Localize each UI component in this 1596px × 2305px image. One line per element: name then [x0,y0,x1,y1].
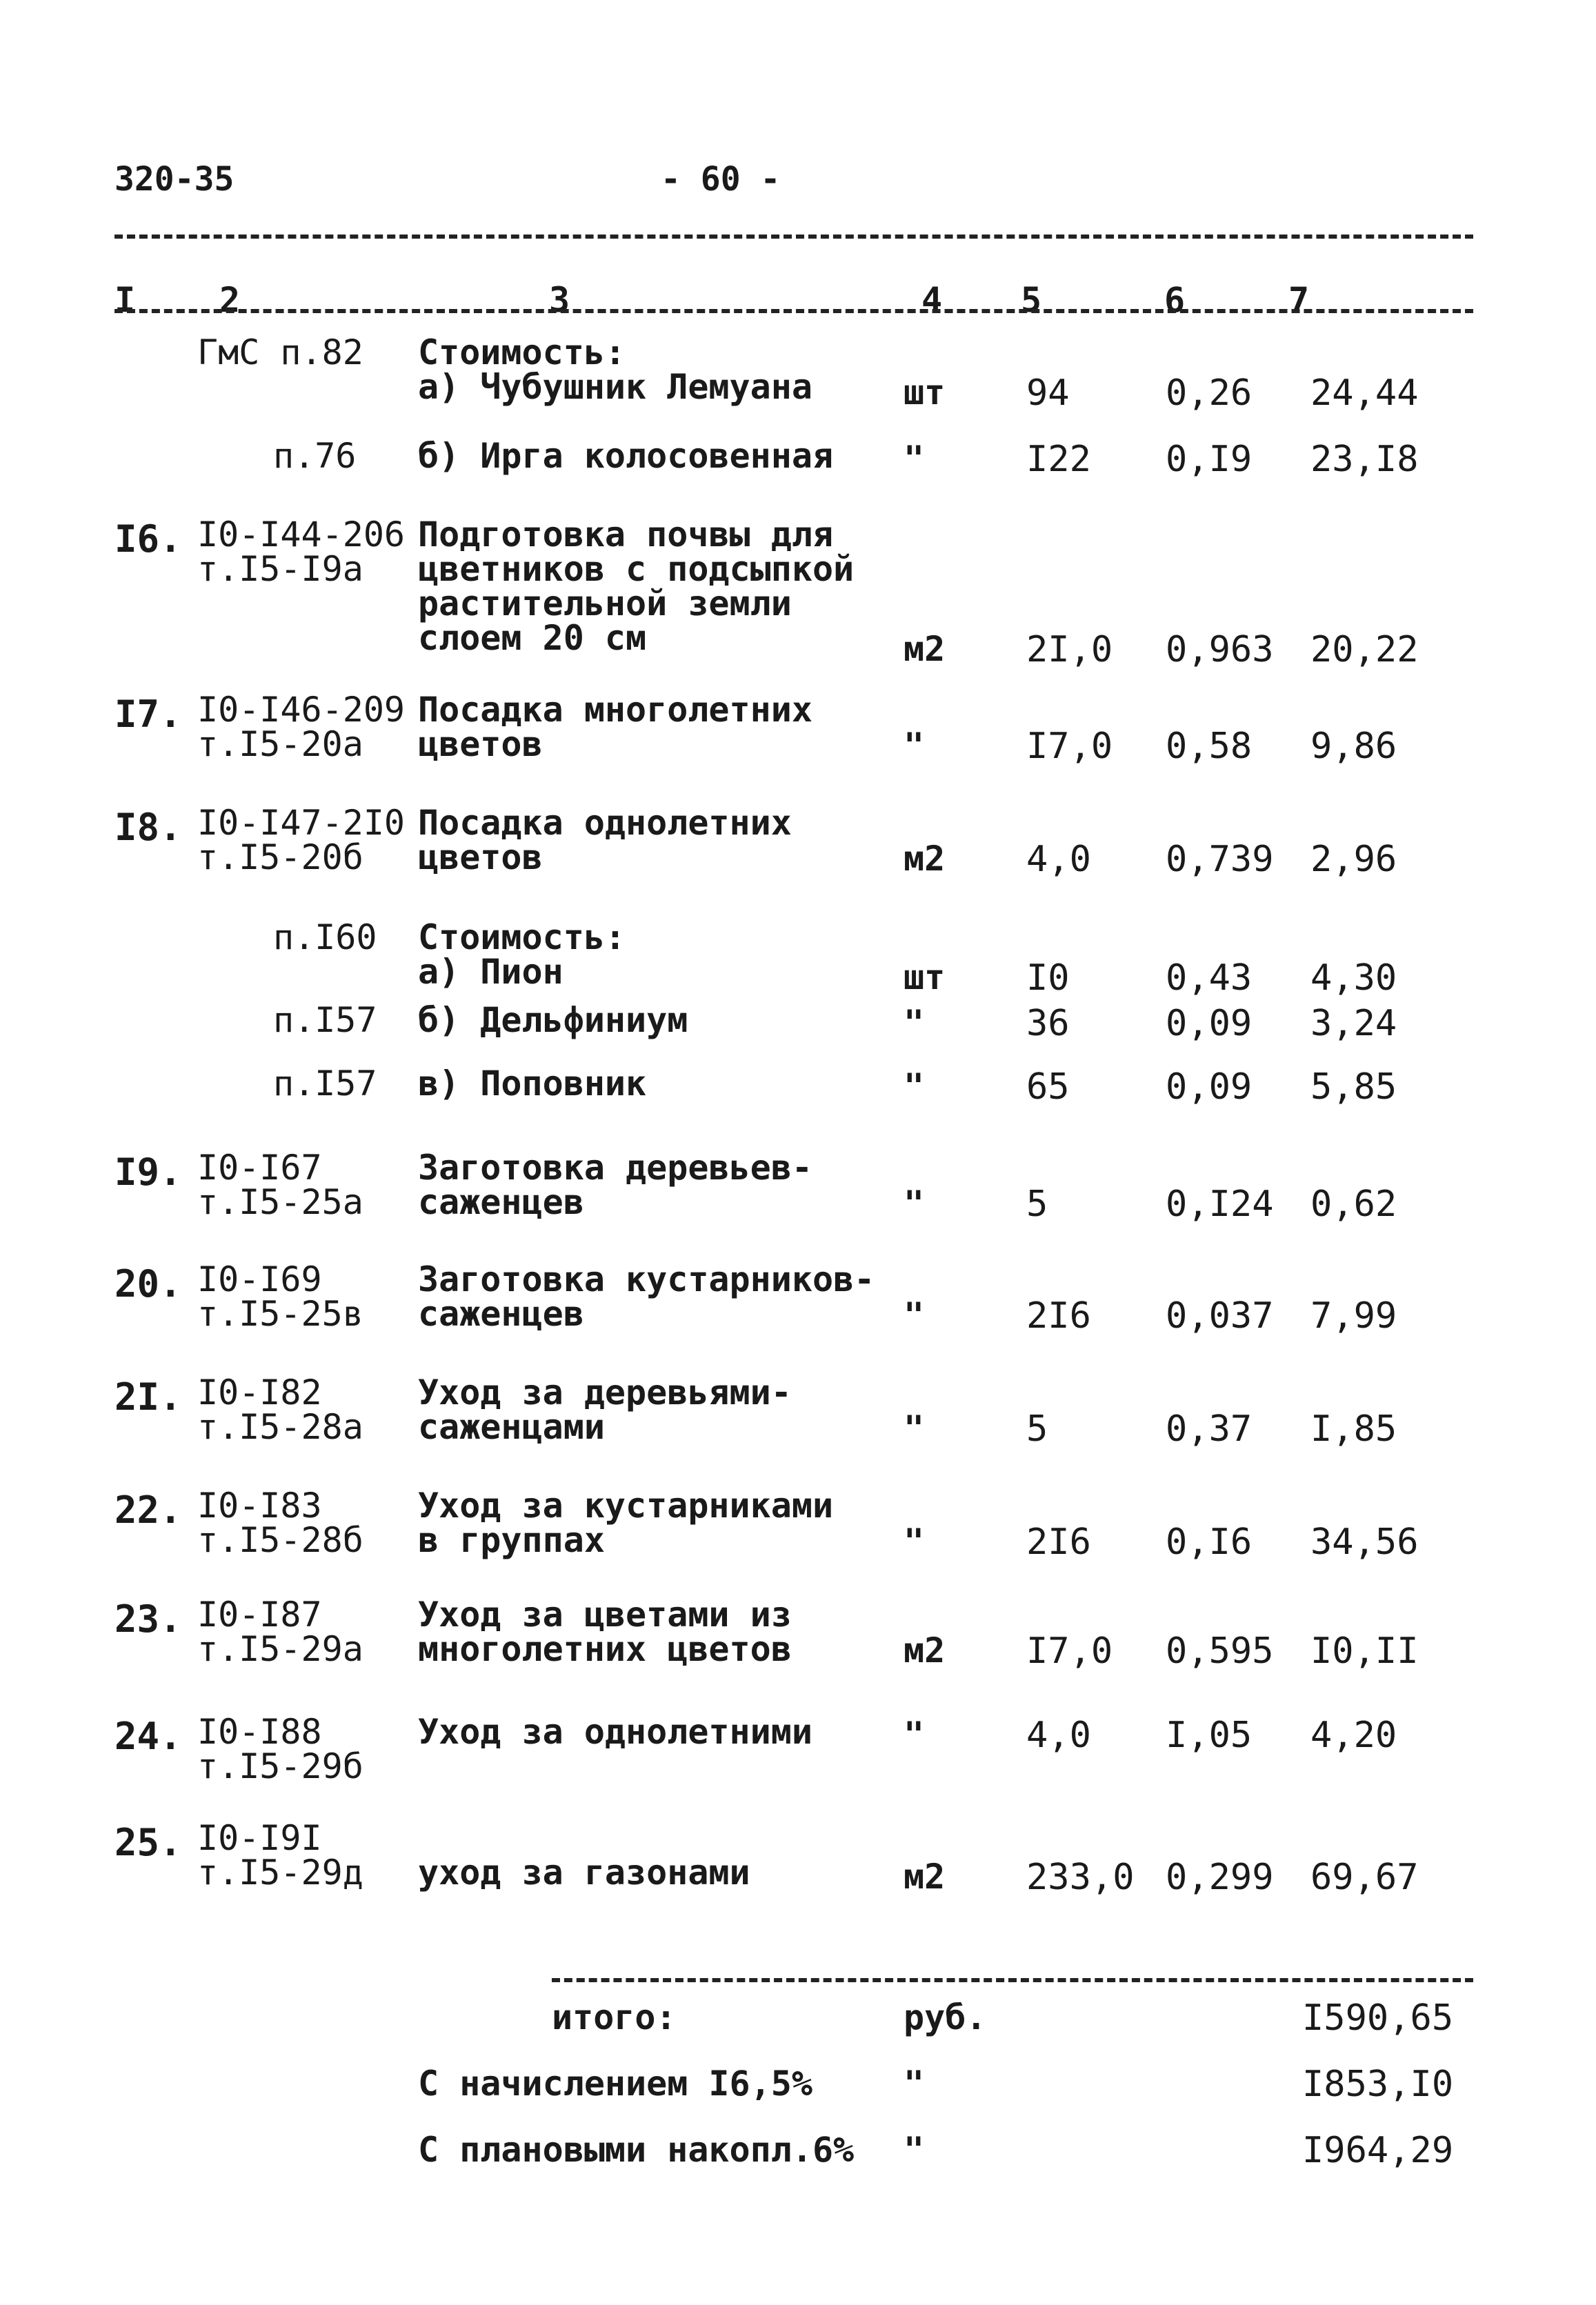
row-quantity: 65 [1026,1066,1070,1108]
description-line: уход за газонами [418,1853,750,1893]
row-total: 4,30 [1310,957,1397,999]
row-description [418,436,834,476]
row-description [418,515,855,658]
code-line: I0-I9I [197,1818,322,1858]
code-line: I0-I88 [197,1712,322,1752]
row-description [418,1486,834,1560]
column-number: 5 [1021,280,1042,320]
description-line: Стоимость: [418,332,626,372]
row-description [418,803,792,877]
document-code: 320-35 [114,160,235,199]
column-divider [114,309,1473,313]
row-unit: " [904,1003,925,1043]
row-unit: шт [904,957,946,997]
description-line: а) Чубушник Лемуана [418,367,812,407]
row-code [273,917,377,957]
row-total: 0,62 [1310,1184,1397,1225]
row-code [197,1373,363,1447]
column-number: 3 [549,280,570,320]
row-quantity: I7,0 [1026,1630,1113,1672]
row-description [418,690,812,764]
row-unit-price: 0,595 [1166,1630,1274,1672]
row-code [197,1712,363,1786]
description-line: Уход за однолетними [418,1712,812,1752]
description-line: цветов [418,724,543,764]
description-line: Уход за цветами из [418,1595,792,1635]
description-line: Стоимость: [418,917,626,957]
row-quantity: 233,0 [1026,1857,1135,1898]
row-quantity: 2I6 [1026,1295,1091,1337]
row-total: 3,24 [1310,1003,1397,1044]
row-number: I8. [114,806,182,849]
description-line: б) Дельфиниум [418,1000,688,1040]
summary-value: I590,65 [1302,1997,1454,2039]
summary-unit: руб. [904,1997,987,2037]
row-unit-price: 0,037 [1166,1295,1274,1337]
code-line: т.I5-25а [197,1182,363,1222]
row-number: I7. [114,692,182,736]
column-number: I [114,280,136,320]
code-line: п.I57 [273,1000,377,1040]
description-line [418,1821,750,1855]
column-number: 2 [219,280,241,320]
row-unit: " [904,1408,925,1448]
code-line: I0-I47-2I0 [197,803,406,843]
row-unit: " [904,1066,925,1106]
code-line: т.I5-25в [197,1294,363,1334]
code-line: I0-I69 [197,1259,322,1299]
row-number: I9. [114,1150,182,1194]
summary-unit: " [904,2064,925,2104]
row-code [197,690,406,764]
row-code [273,436,357,476]
description-line: Посадка однолетних [418,803,792,843]
row-description [418,1712,812,1752]
row-quantity: 4,0 [1026,1715,1091,1756]
description-line: а) Пион [418,952,563,992]
code-line: п.I60 [273,917,377,957]
description-line: цветов [418,837,543,877]
row-total: 9,86 [1310,726,1397,767]
row-quantity: 2I6 [1026,1521,1091,1563]
row-code [197,1259,363,1334]
code-line: I0-I67 [197,1148,322,1188]
row-total: 2,96 [1310,839,1397,880]
row-number: 25. [114,1821,182,1864]
code-line: т.I5-28а [197,1407,363,1447]
column-number: 6 [1164,280,1186,320]
row-quantity: 5 [1026,1408,1048,1450]
row-quantity: I7,0 [1026,726,1113,767]
description-line: Уход за деревьями- [418,1373,792,1413]
row-total: 4,20 [1310,1715,1397,1756]
row-quantity: I0 [1026,957,1070,999]
row-quantity: 5 [1026,1184,1048,1225]
row-description [418,1148,812,1222]
row-unit: шт [904,372,946,412]
row-unit: м2 [904,1630,946,1670]
row-unit-price: 0,26 [1166,372,1253,414]
row-total: 24,44 [1310,372,1419,414]
row-total: 23,I8 [1310,439,1419,480]
row-description [418,1259,875,1334]
row-quantity: 2I,0 [1026,629,1113,670]
summary-label: С начислением I6,5% [418,2064,812,2104]
code-line: I0-I82 [197,1373,322,1413]
row-number: 2I. [114,1375,182,1419]
code-line: I0-I83 [197,1486,322,1526]
row-total: 7,99 [1310,1295,1397,1337]
summary-value: I964,29 [1302,2130,1454,2171]
row-unit-price: 0,963 [1166,629,1274,670]
description-line: б) Ирга колосовенная [418,436,834,476]
row-unit: м2 [904,629,946,669]
row-unit: " [904,1295,925,1335]
row-code [197,803,406,877]
description-line: многолетних цветов [418,1629,792,1669]
description-line: в) Поповник [418,1064,647,1104]
row-code [197,1595,363,1669]
row-description [418,1373,792,1447]
description-line: Подготовка почвы для [418,515,834,555]
code-line: т.I5-29а [197,1629,363,1669]
description-line: Заготовка деревьев- [418,1148,812,1188]
row-unit: " [904,1715,925,1755]
row-unit: м2 [904,1857,946,1897]
row-quantity: 94 [1026,372,1070,414]
row-unit: " [904,439,925,479]
code-line: ГмС п.82 [197,332,363,372]
description-line: Заготовка кустарников- [418,1259,875,1299]
row-unit-price: 0,09 [1166,1066,1253,1108]
summary-unit: " [904,2130,925,2170]
row-unit-price: 0,43 [1166,957,1253,999]
row-code [197,515,406,589]
row-total: I,85 [1310,1408,1397,1450]
row-unit: " [904,1521,925,1561]
row-number: 24. [114,1715,182,1758]
row-unit-price: 0,299 [1166,1857,1274,1898]
row-unit: " [904,1184,925,1224]
row-code [197,332,363,372]
row-description [418,332,812,407]
row-number: 22. [114,1488,182,1532]
row-number: I6. [114,517,182,561]
row-quantity: 36 [1026,1003,1070,1044]
code-line: п.I57 [273,1064,377,1104]
summary-label: итого: [552,1997,677,2037]
code-line: т.I5-29б [197,1746,363,1786]
row-total: 69,67 [1310,1857,1419,1898]
code-line: т.I5-29д [197,1853,363,1893]
row-number: 23. [114,1597,182,1641]
row-unit: м2 [904,839,946,879]
row-unit-price: 0,37 [1166,1408,1253,1450]
summary-divider [552,1978,1473,1982]
code-line: I0-I46-209 [197,690,406,730]
code-line: I0-I44-206 [197,515,406,555]
row-unit-price: 0,I9 [1166,439,1253,480]
row-unit-price: 0,09 [1166,1003,1253,1044]
description-line: в группах [418,1520,605,1560]
header-divider [114,235,1473,239]
row-unit: " [904,726,925,766]
column-number: 7 [1288,280,1310,320]
description-line: слоем 20 см [418,618,647,658]
description-line: Посадка многолетних [418,690,812,730]
code-line: I0-I87 [197,1595,322,1635]
page-number: - 60 - [661,160,781,199]
row-description [418,1595,792,1669]
description-line: Уход за кустарниками [418,1486,834,1526]
row-code [197,1486,363,1560]
row-description [418,1064,647,1104]
code-line: т.I5-20б [197,837,363,877]
row-description [418,1000,688,1040]
description-line: саженцев [418,1294,584,1334]
row-unit-price: 0,I6 [1166,1521,1253,1563]
row-code [197,1818,363,1893]
row-code [273,1064,377,1104]
description-line: цветников с подсыпкой [418,549,855,589]
summary-label: С плановыми накопл.6% [418,2130,855,2170]
row-number: 20. [114,1262,182,1306]
row-code [197,1148,363,1222]
row-total: 34,56 [1310,1521,1419,1563]
code-line: т.I5-I9а [197,549,363,589]
row-total: 20,22 [1310,629,1419,670]
row-description [418,1821,750,1893]
row-unit-price: 0,I24 [1166,1184,1274,1225]
row-code [273,1000,377,1040]
row-unit-price: 0,58 [1166,726,1253,767]
column-number: 4 [921,280,943,320]
row-quantity: 4,0 [1026,839,1091,880]
row-quantity: I22 [1026,439,1091,480]
code-line: п.76 [273,436,357,476]
row-total: I0,II [1310,1630,1419,1672]
description-line: саженцами [418,1407,605,1447]
code-line: т.I5-20а [197,724,363,764]
description-line: растительной земли [418,583,792,623]
description-line: саженцев [418,1182,584,1222]
row-description [418,917,626,992]
code-line: т.I5-28б [197,1520,363,1560]
summary-value: I853,I0 [1302,2064,1454,2105]
row-unit-price: I,05 [1166,1715,1253,1756]
row-total: 5,85 [1310,1066,1397,1108]
row-unit-price: 0,739 [1166,839,1274,880]
